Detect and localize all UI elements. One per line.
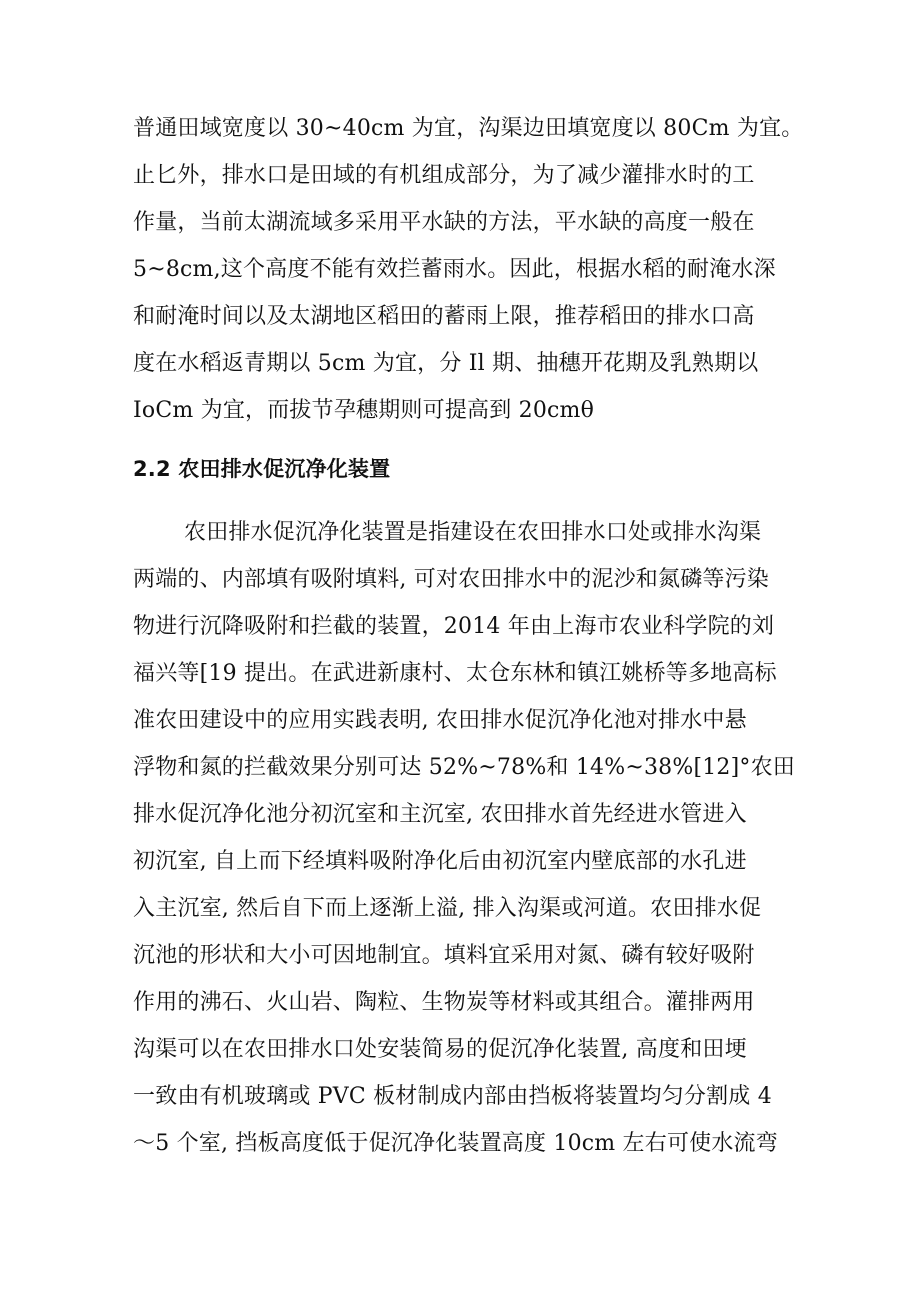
paragraph-line: ～5 个室, 挡板高度低于促沉净化装置高度 10cm 左右可使水流弯 (133, 1131, 778, 1156)
paragraph-line: 物进行沉降吸附和拦截的装置，2014 年由上海市农业科学院的刘 (133, 614, 775, 639)
paragraph-line: 农田排水促沉净化装置是指建设在农田排水口处或排水沟渠 (184, 520, 762, 545)
paragraph-line: 福兴等[19 提出。在武进新康村、太仓东林和镇江姚桥等多地高标 (133, 661, 777, 686)
paragraph-line: 浮物和氮的拦截效果分别可达 52%~78%和 14%~38%[12]°农田 (133, 755, 796, 780)
paragraph-line: 度在水稻返青期以 5cm 为宜，分 Il 期、抽穗开花期及乳熟期以 (133, 351, 759, 376)
paragraph-line: 作用的沸石、火山岩、陶粒、生物炭等材料或其组合。灌排两用 (133, 990, 755, 1015)
paragraph-line: 止匕外，排水口是田域的有机组成部分，为了减少灌排水时的工 (133, 163, 755, 188)
paragraph-line: 沉池的形状和大小可因地制宜。填料宜采用对氮、磷有较好吸附 (133, 943, 755, 968)
paragraph-line: 普通田域宽度以 30~40cm 为宜，沟渠边田填宽度以 80Cm 为宜。 (133, 116, 804, 141)
paragraph-line: 入主沉室, 然后自下而上逐渐上溢, 排入沟渠或河道。农田排水促 (133, 896, 762, 921)
paragraph-line: 初沉室, 自上而下经填料吸附净化后由初沉室内壁底部的水孔进 (133, 849, 747, 874)
paragraph-line: 5~8cm,这个高度不能有效拦蓄雨水。因此，根据水稻的耐淹水深 (133, 257, 776, 282)
section-heading: 2.2 农田排水促沉净化装置 (133, 457, 391, 481)
paragraph-line: 两端的、内部填有吸附填料, 可对农田排水中的泥沙和氮磷等污染 (133, 567, 769, 592)
paragraph-line: 排水促沉净化池分初沉室和主沉室, 农田排水首先经进水管进入 (133, 802, 747, 827)
paragraph-line: 沟渠可以在农田排水口处安装简易的促沉净化装置, 高度和田埂 (133, 1037, 747, 1062)
paragraph-line: 作量，当前太湖流域多采用平水缺的方法，平水缺的高度一般在 (133, 210, 755, 235)
paragraph-line: 准农田建设中的应用实践表明, 农田排水促沉净化池对排水中悬 (133, 708, 747, 733)
paragraph-line: 一致由有机玻璃或 PVC 板材制成内部由挡板将装置均匀分割成 4 (133, 1084, 772, 1109)
paragraph-line: 和耐淹时间以及太湖地区稻田的蓄雨上限，推荐稻田的排水口高 (133, 304, 755, 329)
paragraph-line: IoCm 为宜，而拔节孕穗期则可提高到 20cmθ (133, 398, 595, 423)
